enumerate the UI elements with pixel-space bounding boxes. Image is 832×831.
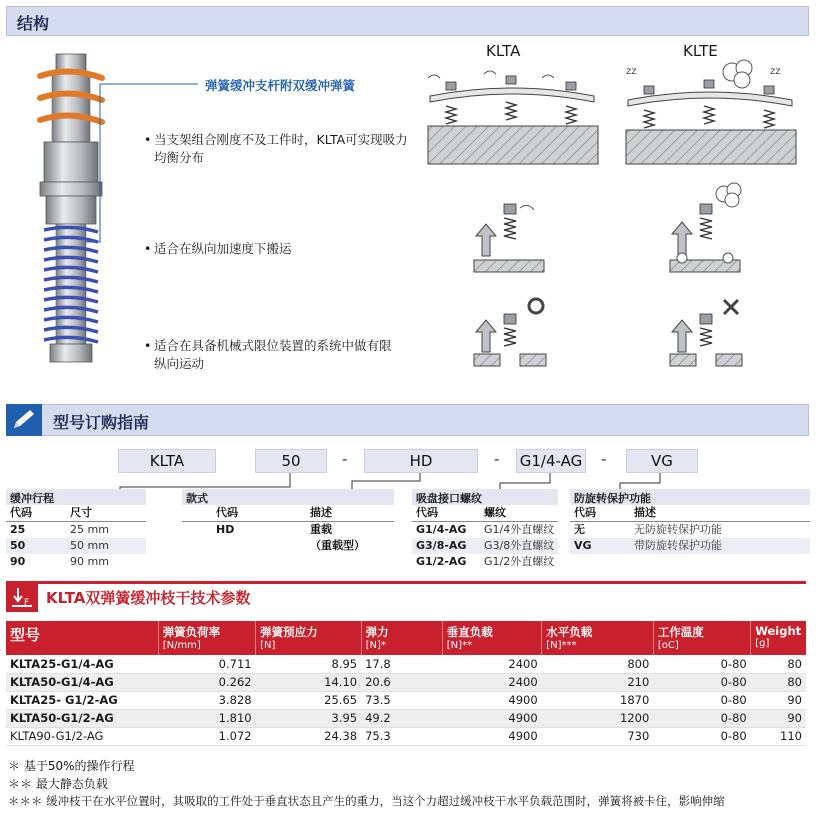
antirot-col-code: 代码 [574,506,596,519]
code-part-antirot: VG [626,449,698,473]
code-separator-1: - [342,450,348,468]
antirot-table-title: 防旋转保护功能 [570,489,810,505]
klta-label: KLTA [486,42,521,60]
style-col-code: 代码 [216,506,238,519]
code-part-stroke: 50 [255,449,327,473]
table-row: HD 重载 [216,523,332,536]
svg-text:F: F [24,598,30,608]
code-separator-3: - [601,450,607,468]
table-row: 90 90 mm [10,555,109,568]
klta-limit-diagram [470,296,550,372]
table-row: KLTA50-G1/2-AG 1.810 3.95 49.2 4900 1200 0-80 90 [6,709,806,727]
specs-table [6,621,806,746]
thread-col-thread: 螺纹 [484,506,506,519]
style-table [182,489,394,554]
table-row: VG 带防旋转保护功能 [570,538,810,554]
col-spring-rate: 弹簧负荷率 [N/mm] [158,621,255,655]
table-row: 25 25 mm [10,523,109,536]
stroke-table-title: 缓冲行程 [6,489,146,505]
klte-label: KLTE [683,42,718,60]
code-separator-2: - [494,450,500,468]
table-row: KLTA90-G1/2-AG 1.072 24.38 75.3 4900 730 0-80 110 [6,727,806,745]
thread-col-code: 代码 [416,506,438,519]
antirot-table [570,489,810,554]
code-part-product: KLTA [118,449,216,473]
col-temperature: 工作温度 [oC] [653,621,750,655]
ordering-header [6,404,809,436]
feature-1: • 当支架组合刚度不及工件时，KLTA可实现吸力均衡分布 [144,132,408,165]
table-row: 50 50 mm [6,538,146,554]
table-row: KLTA25-G1/4-AG 0.711 8.95 17.8 2400 800 0-80 80 [6,655,806,673]
klte-accel-diagram [668,182,748,278]
table-row: G1/4-AG G1/4外直螺纹 [416,523,555,536]
note-1: ＊ 基于50%的操作行程 [8,759,135,773]
col-horizontal-load: 水平负载 [N]*** [542,621,654,655]
code-part-style: HD [364,449,478,473]
col-vertical-load: 垂直负载 [N]** [442,621,541,655]
pencil-icon [6,404,42,436]
col-force: 弹力 [N]* [361,621,442,655]
specs-divider [6,581,806,584]
table-row: KLTA25- G1/2-AG 3.828 25.65 73.5 4900 1870 0-80 90 [6,691,806,709]
klte-mount-diagram [622,58,798,166]
style-table-title: 款式 [182,489,394,505]
thread-table-title: 吸盘接口螺纹 [412,489,558,505]
feature-3: • 适合在具备机械式限位装置的系统中做有限纵向运动 [144,338,392,371]
table-row: （重载型） [310,539,365,552]
table-row: KLTA50-G1/4-AG 0.262 14.10 20.6 2400 210 0-80 80 [6,673,806,691]
specs-title: KLTA双弹簧缓冲枝干技术参数 [46,589,251,607]
table-row: G3/8-AG G3/8外直螺纹 [412,538,558,554]
note-2: ＊＊ 最大静态负载 [8,777,108,791]
note-3: ＊＊＊ 缓冲枝干在水平位置时，其吸取的工件处于垂直状态且产生的重力，当这个力超过缓冲枝干水平负载范围时，弹簧将被卡住，影响伸缩 [8,794,725,808]
klte-limit-diagram [668,296,748,372]
antirot-col-desc: 描述 [634,506,656,519]
stroke-col-code: 代码 [10,506,32,519]
svg-text:zz: zz [770,66,781,77]
style-col-desc: 描述 [310,506,332,519]
structure-title: 结构 [17,14,50,33]
thread-table [412,489,558,570]
force-icon [6,584,38,612]
spring-label: 弹簧缓冲支杆附双缓冲弹簧 [205,78,356,93]
table-row: G1/2-AG G1/2外直螺纹 [416,555,555,568]
klta-mount-diagram [424,66,600,166]
stroke-col-size: 尺寸 [70,506,92,519]
structure-header [6,6,809,36]
col-model: 型号 [6,621,158,655]
klta-accel-diagram [470,196,550,276]
col-weight: Weight [g] [751,621,806,655]
feature-2: • 适合在纵向加速度下搬运 [144,241,292,256]
svg-text:zz: zz [626,66,637,77]
table-row: 无 无防旋转保护功能 [574,523,722,536]
ordering-title: 型号订购指南 [53,413,150,432]
col-preload: 弹簧预应力 [N] [256,621,362,655]
code-part-thread: G1/4-AG [516,449,586,473]
stroke-table [6,489,146,570]
